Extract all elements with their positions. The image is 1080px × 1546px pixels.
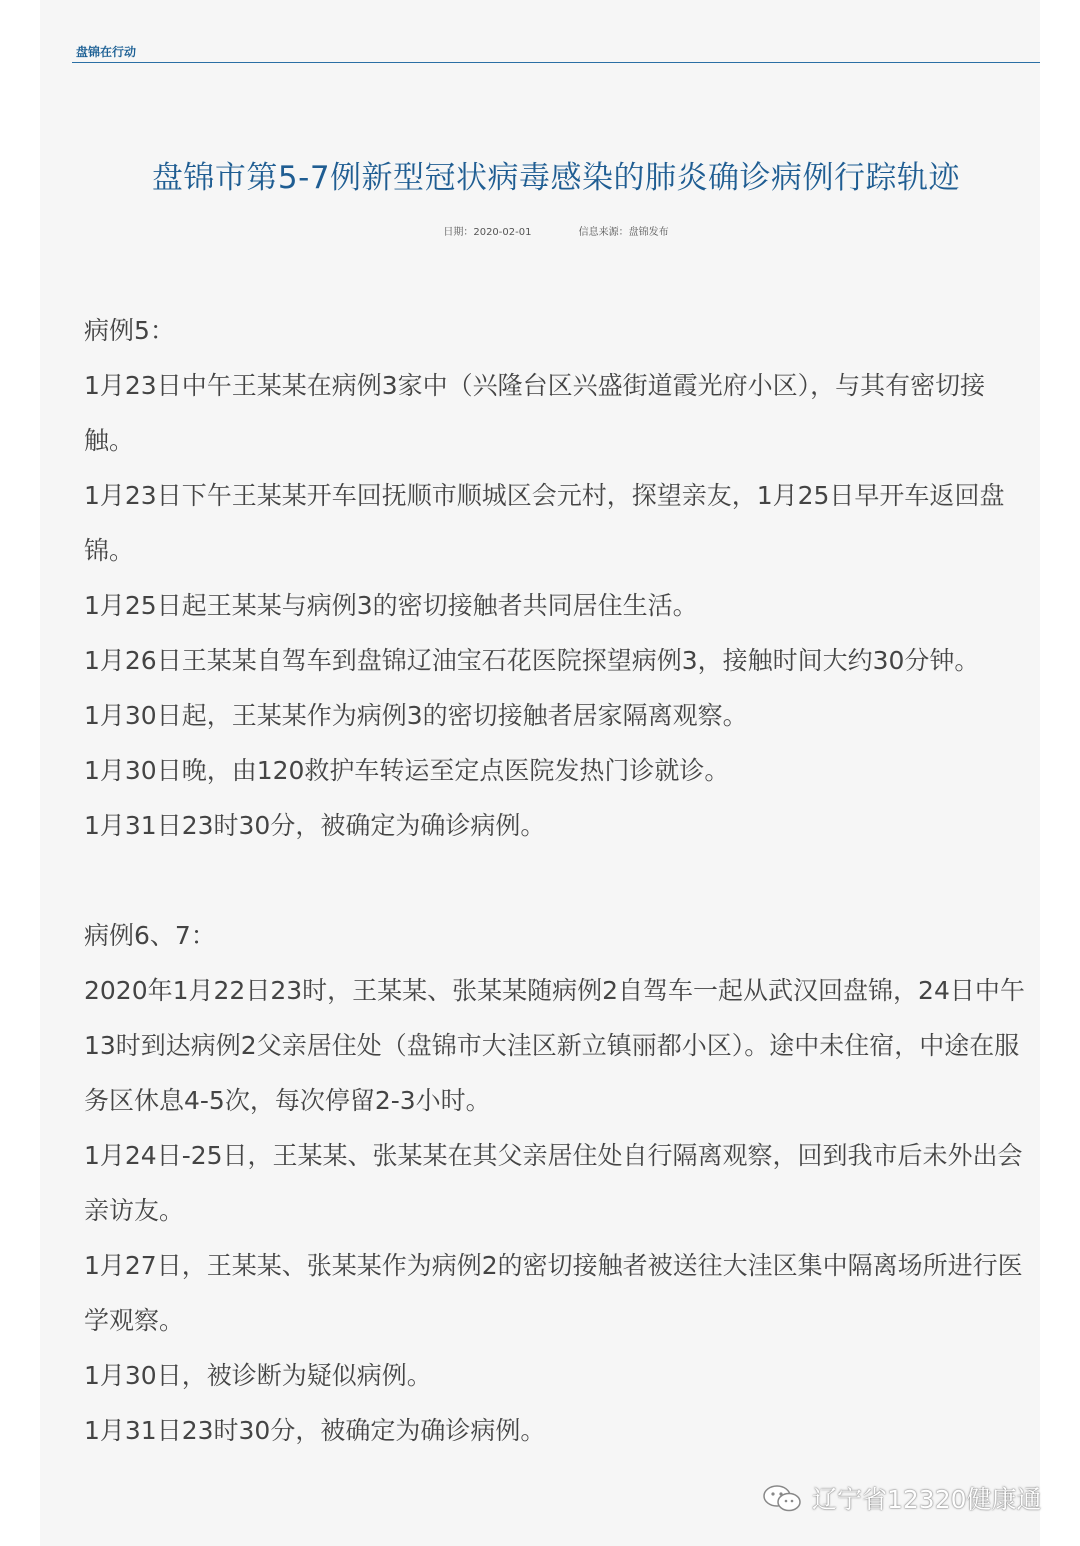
case67-paragraph: 2020年1月22日23时，王某某、张某某随病例2自驾车一起从武汉回盘锦，24日中午13时到达病例2父亲居住处（盘锦市大洼区新立镇丽都小区）。途中未住宿，中途在服务区休息4-5次，每次停留2-3小时。 [84,976,1025,1115]
case67-paragraph: 1月31日23时30分，被确定为确诊病例。 [84,1416,546,1445]
wechat-watermark [760,1478,1042,1518]
case5-paragraph: 1月26日王某某自驾车到盘锦辽油宝石花医院探望病例3，接触时间大约30分钟。 [84,646,980,675]
article-meta [0,223,1080,238]
article-date: 日期：2020-02-01 [443,227,532,238]
header-divider [72,62,1040,63]
watermark-text: 辽宁省12320健康通 [812,1485,1042,1514]
case5-heading: 病例5： [84,316,175,345]
case5-paragraph: 1月25日起王某某与病例3的密切接触者共同居住生活。 [84,591,698,620]
site-name[interactable]: 盘锦在行动 [76,45,137,59]
case5-paragraph: 1月30日晚，由120救护车转运至定点医院发热门诊就诊。 [84,756,730,785]
article-title: 盘锦市第5-7例新型冠状病毒感染的肺炎确诊病例行踪轨迹 [151,160,961,196]
case67-paragraph: 1月27日，王某某、张某某作为病例2的密切接触者被送往大洼区集中隔离场所进行医学观察。 [84,1251,1023,1335]
article-source: 信息来源：盘锦发布 [578,227,669,238]
case67-paragraph: 1月24日-25日，王某某、张某某在其父亲居住处自行隔离观察，回到我市后未外出会亲访友。 [84,1141,1023,1225]
section-spacer [84,853,1034,908]
case5-paragraph: 1月30日起，王某某作为病例3的密切接触者居家隔离观察。 [84,701,748,730]
wechat-icon [760,1483,804,1513]
case5-paragraph: 1月31日23时30分，被确定为确诊病例。 [84,811,546,840]
article-body [84,303,1034,1458]
case67-paragraph: 1月30日，被诊断为疑似病例。 [84,1361,432,1390]
case5-paragraph: 1月23日中午王某某在病例3家中（兴隆台区兴盛街道霞光府小区），与其有密切接触。 [84,371,986,455]
case67-heading: 病例6、7： [84,921,216,950]
case5-paragraph: 1月23日下午王某某开车回抚顺市顺城区会元村，探望亲友，1月25日早开车返回盘锦。 [84,481,1005,565]
